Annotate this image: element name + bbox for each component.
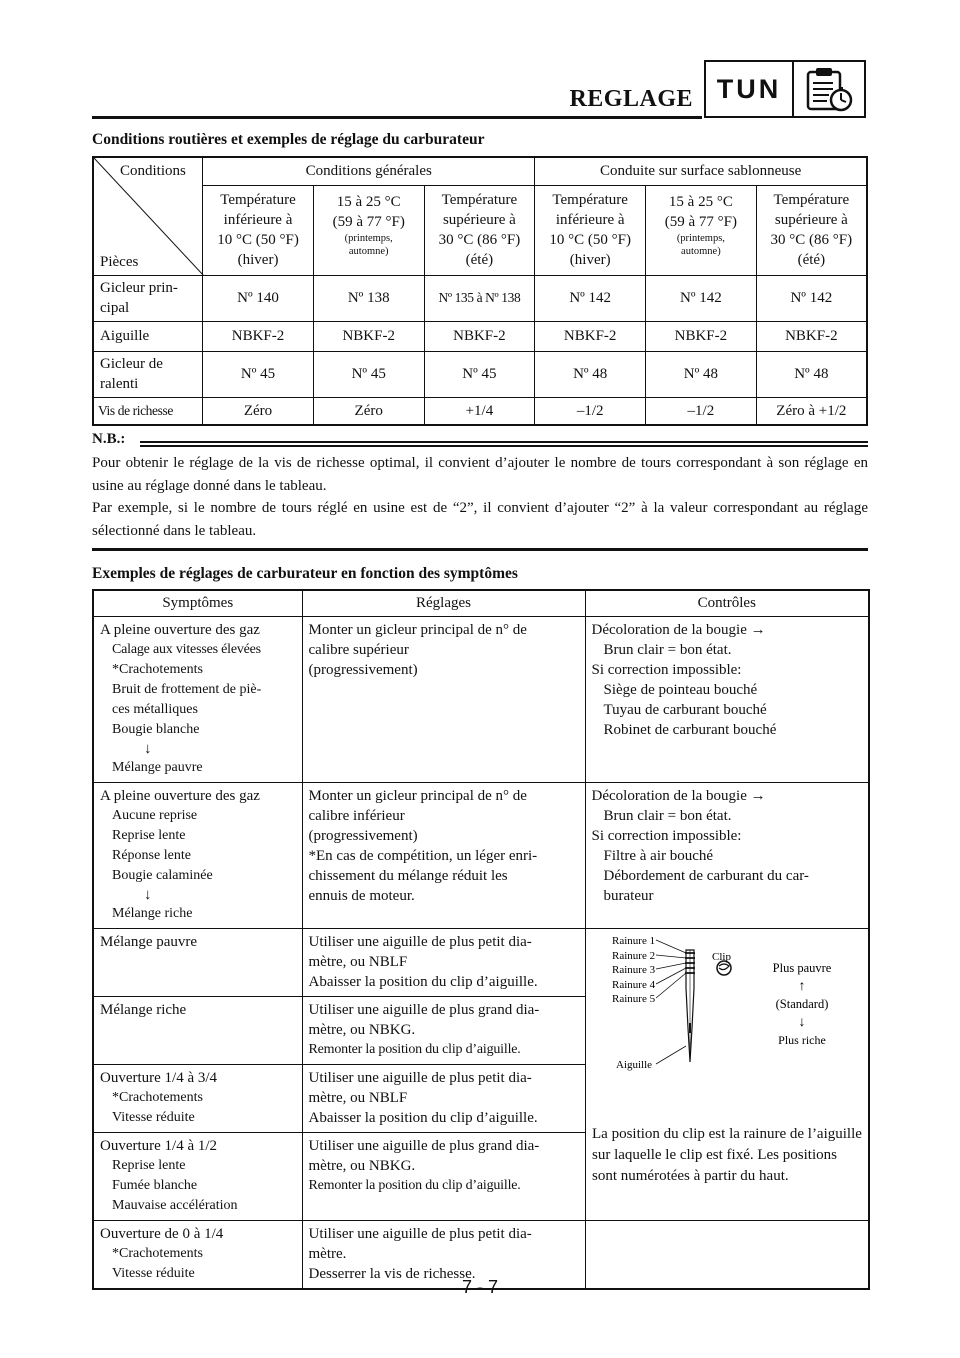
table-row — [93, 275, 867, 321]
table1-title: Conditions routières et exemples de réglage du carburateur — [92, 131, 485, 148]
diagram-note: La position du clip est la rainure de l’aiguille sur laquelle le clip est fixé. Les positions sont numérotées à partir du haut. — [592, 1126, 862, 1184]
groove-label: Rainure 5 — [612, 993, 656, 1005]
col-header-mild: 15 à 25 °C (59 à 77 °F) (printemps, automne) — [313, 185, 424, 275]
setting-cell: Monter un gicleur principal de n° de calibre supérieur (progressivement) — [302, 616, 585, 782]
chapter-tag: TUN — [706, 62, 794, 116]
groove-label: Rainure 1 — [612, 935, 656, 947]
section-title: REGLAGE — [569, 86, 693, 112]
cell: +1/4 — [424, 397, 535, 425]
cell: Nº 142 — [756, 275, 867, 321]
symptom-cell: Mélange riche — [93, 996, 302, 1064]
table-row — [93, 616, 869, 782]
note-rule — [140, 445, 868, 447]
row-label: Vis de richesse — [93, 397, 203, 425]
header-rule — [92, 116, 702, 119]
table-row — [93, 351, 867, 397]
header-settings: Réglages — [302, 590, 585, 616]
symptom-cell: Mélange pauvre — [93, 928, 302, 996]
setting-cell: Utiliser une aiguille de plus petit dia- mètre, ou NBLF Abaisser la position du clip d’aiguille. — [302, 928, 585, 996]
row-label: Aiguille — [93, 321, 203, 351]
needle-clip-diagram — [600, 928, 864, 1076]
note-text — [92, 452, 868, 542]
cell: Nº 142 — [646, 275, 757, 321]
needle-label: Aiguille — [616, 1059, 653, 1071]
note-label: N.B.: — [92, 431, 126, 447]
col-header-hot: Température supérieure à 30 °C (86 °F) (été) — [424, 185, 535, 275]
clip-label: Clip — [712, 951, 731, 963]
cell: Zéro — [313, 397, 424, 425]
setting-cell: Utiliser une aiguille de plus petit dia- mètre, ou NBLF Abaisser la position du clip d’aiguille. — [302, 1064, 585, 1132]
symptom-cell: Ouverture 1/4 à 1/2 Reprise lente Fumée blanche Mauvaise accélération — [93, 1132, 302, 1220]
cell: –1/2 — [535, 397, 646, 425]
col-header-cold: Température inférieure à 10 °C (50 °F) (hiver) — [535, 185, 646, 275]
down-arrow: ↓ — [798, 1015, 806, 1030]
lean-label: Plus pauvre — [772, 961, 832, 975]
symptom-cell: A pleine ouverture des gaz Aucune reprise Reprise lente Réponse lente Bougie calaminée ↓ Mélange riche — [93, 782, 302, 928]
table-row — [93, 321, 867, 351]
setting-cell: Utiliser une aiguille de plus grand dia- mètre, ou NBKG. Remonter la position du clip d’aiguille. — [302, 996, 585, 1064]
cell: NBKF-2 — [646, 321, 757, 351]
cell: Nº 48 — [646, 351, 757, 397]
check-cell: Décoloration de la bougie → Brun clair = bon état. Si correction impossible: Siège de pointeau bouché Tuyau de carburant bouché Robinet de carburant bouché — [585, 616, 869, 782]
cell: Nº 138 — [313, 275, 424, 321]
cell: NBKF-2 — [313, 321, 424, 351]
table-row — [93, 782, 869, 928]
cell: NBKF-2 — [424, 321, 535, 351]
header-checks: Contrôles — [585, 590, 869, 616]
groove-label: Rainure 3 — [612, 964, 656, 976]
rich-label: Plus riche — [778, 1033, 826, 1047]
cell: Nº 45 — [313, 351, 424, 397]
row-label: Gicleur de ralenti — [93, 351, 203, 397]
col-header-hot: Température supérieure à 30 °C (86 °F) (été) — [756, 185, 867, 275]
setting-cell: Utiliser une aiguille de plus grand dia- mètre, ou NBKG. Remonter la position du clip d’aiguille. — [302, 1132, 585, 1220]
groove-label: Rainure 2 — [612, 950, 656, 962]
row-label: Gicleur prin- cipal — [93, 275, 203, 321]
symptom-cell: Ouverture de 0 à 1/4 *Crachotements Vitesse réduite — [93, 1220, 302, 1289]
clipboard-stopwatch-icon — [794, 62, 864, 116]
col-header-cold: Température inférieure à 10 °C (50 °F) (hiver) — [203, 185, 314, 275]
corner-conditions: Conditions — [120, 163, 186, 179]
cell: Nº 48 — [756, 351, 867, 397]
group-sand: Conduite sur surface sablonneuse — [535, 157, 867, 185]
symptom-cell: A pleine ouverture des gaz Calage aux vitesses élevées *Crachotements Bruit de frottement de piè- ces métalliques Bougie blanche ↓ Mélange pauvre — [93, 616, 302, 782]
cell: Zéro à +1/2 — [756, 397, 867, 425]
note-end-rule — [92, 548, 868, 551]
setting-cell: Monter un gicleur principal de n° de calibre inférieur (progressivement) *En cas de compétition, un léger enri- chissement du mélange réduit les ennuis de moteur. — [302, 782, 585, 928]
page-number: 7 - 7 — [461, 1277, 499, 1297]
cell: NBKF-2 — [203, 321, 314, 351]
corner-parts: Pièces — [100, 253, 139, 270]
cell: Nº 142 — [535, 275, 646, 321]
check-cell: Décoloration de la bougie → Brun clair = bon état. Si correction impossible: Filtre à air bouché Débordement de carburant du car- burateur — [585, 782, 869, 928]
setting-cell: Utiliser une aiguille de plus petit dia- mètre. Desserrer la vis de richesse. — [302, 1220, 585, 1289]
col-header-mild: 15 à 25 °C (59 à 77 °F) (printemps, automne) — [646, 185, 757, 275]
table-row — [93, 397, 867, 425]
carburetor-settings-table — [92, 156, 868, 426]
chapter-tab — [704, 60, 866, 118]
cell: Nº 140 — [203, 275, 314, 321]
up-arrow: ↑ — [798, 979, 806, 994]
symptom-cell: Ouverture 1/4 à 3/4 *Crachotements Vitesse réduite — [93, 1064, 302, 1132]
note-rule — [140, 441, 868, 443]
corner-cell — [93, 157, 203, 275]
note-paragraph: Pour obtenir le réglage de la vis de richesse optimal, il convient d’ajouter le nombre de tours correspondant à son réglage en usine au réglage donné dans le tableau. — [92, 455, 868, 494]
cell: –1/2 — [646, 397, 757, 425]
cell: Nº 48 — [535, 351, 646, 397]
group-general: Conditions générales — [203, 157, 535, 185]
cell: Nº 135 à Nº 138 — [424, 275, 535, 321]
standard-label: (Standard) — [775, 997, 829, 1011]
groove-label: Rainure 4 — [612, 979, 656, 991]
cell: Nº 45 — [424, 351, 535, 397]
note-paragraph: Par exemple, si le nombre de tours réglé en usine est de “2”, il convient d’ajouter “2” à la valeur correspondant au réglage sélectionné dans le tableau. — [92, 500, 868, 539]
cell: NBKF-2 — [756, 321, 867, 351]
table2-title: Exemples de réglages de carburateur en fonction des symptômes — [92, 565, 518, 582]
cell: NBKF-2 — [535, 321, 646, 351]
header-symptoms: Symptômes — [93, 590, 302, 616]
cell: Zéro — [203, 397, 314, 425]
cell: Nº 45 — [203, 351, 314, 397]
